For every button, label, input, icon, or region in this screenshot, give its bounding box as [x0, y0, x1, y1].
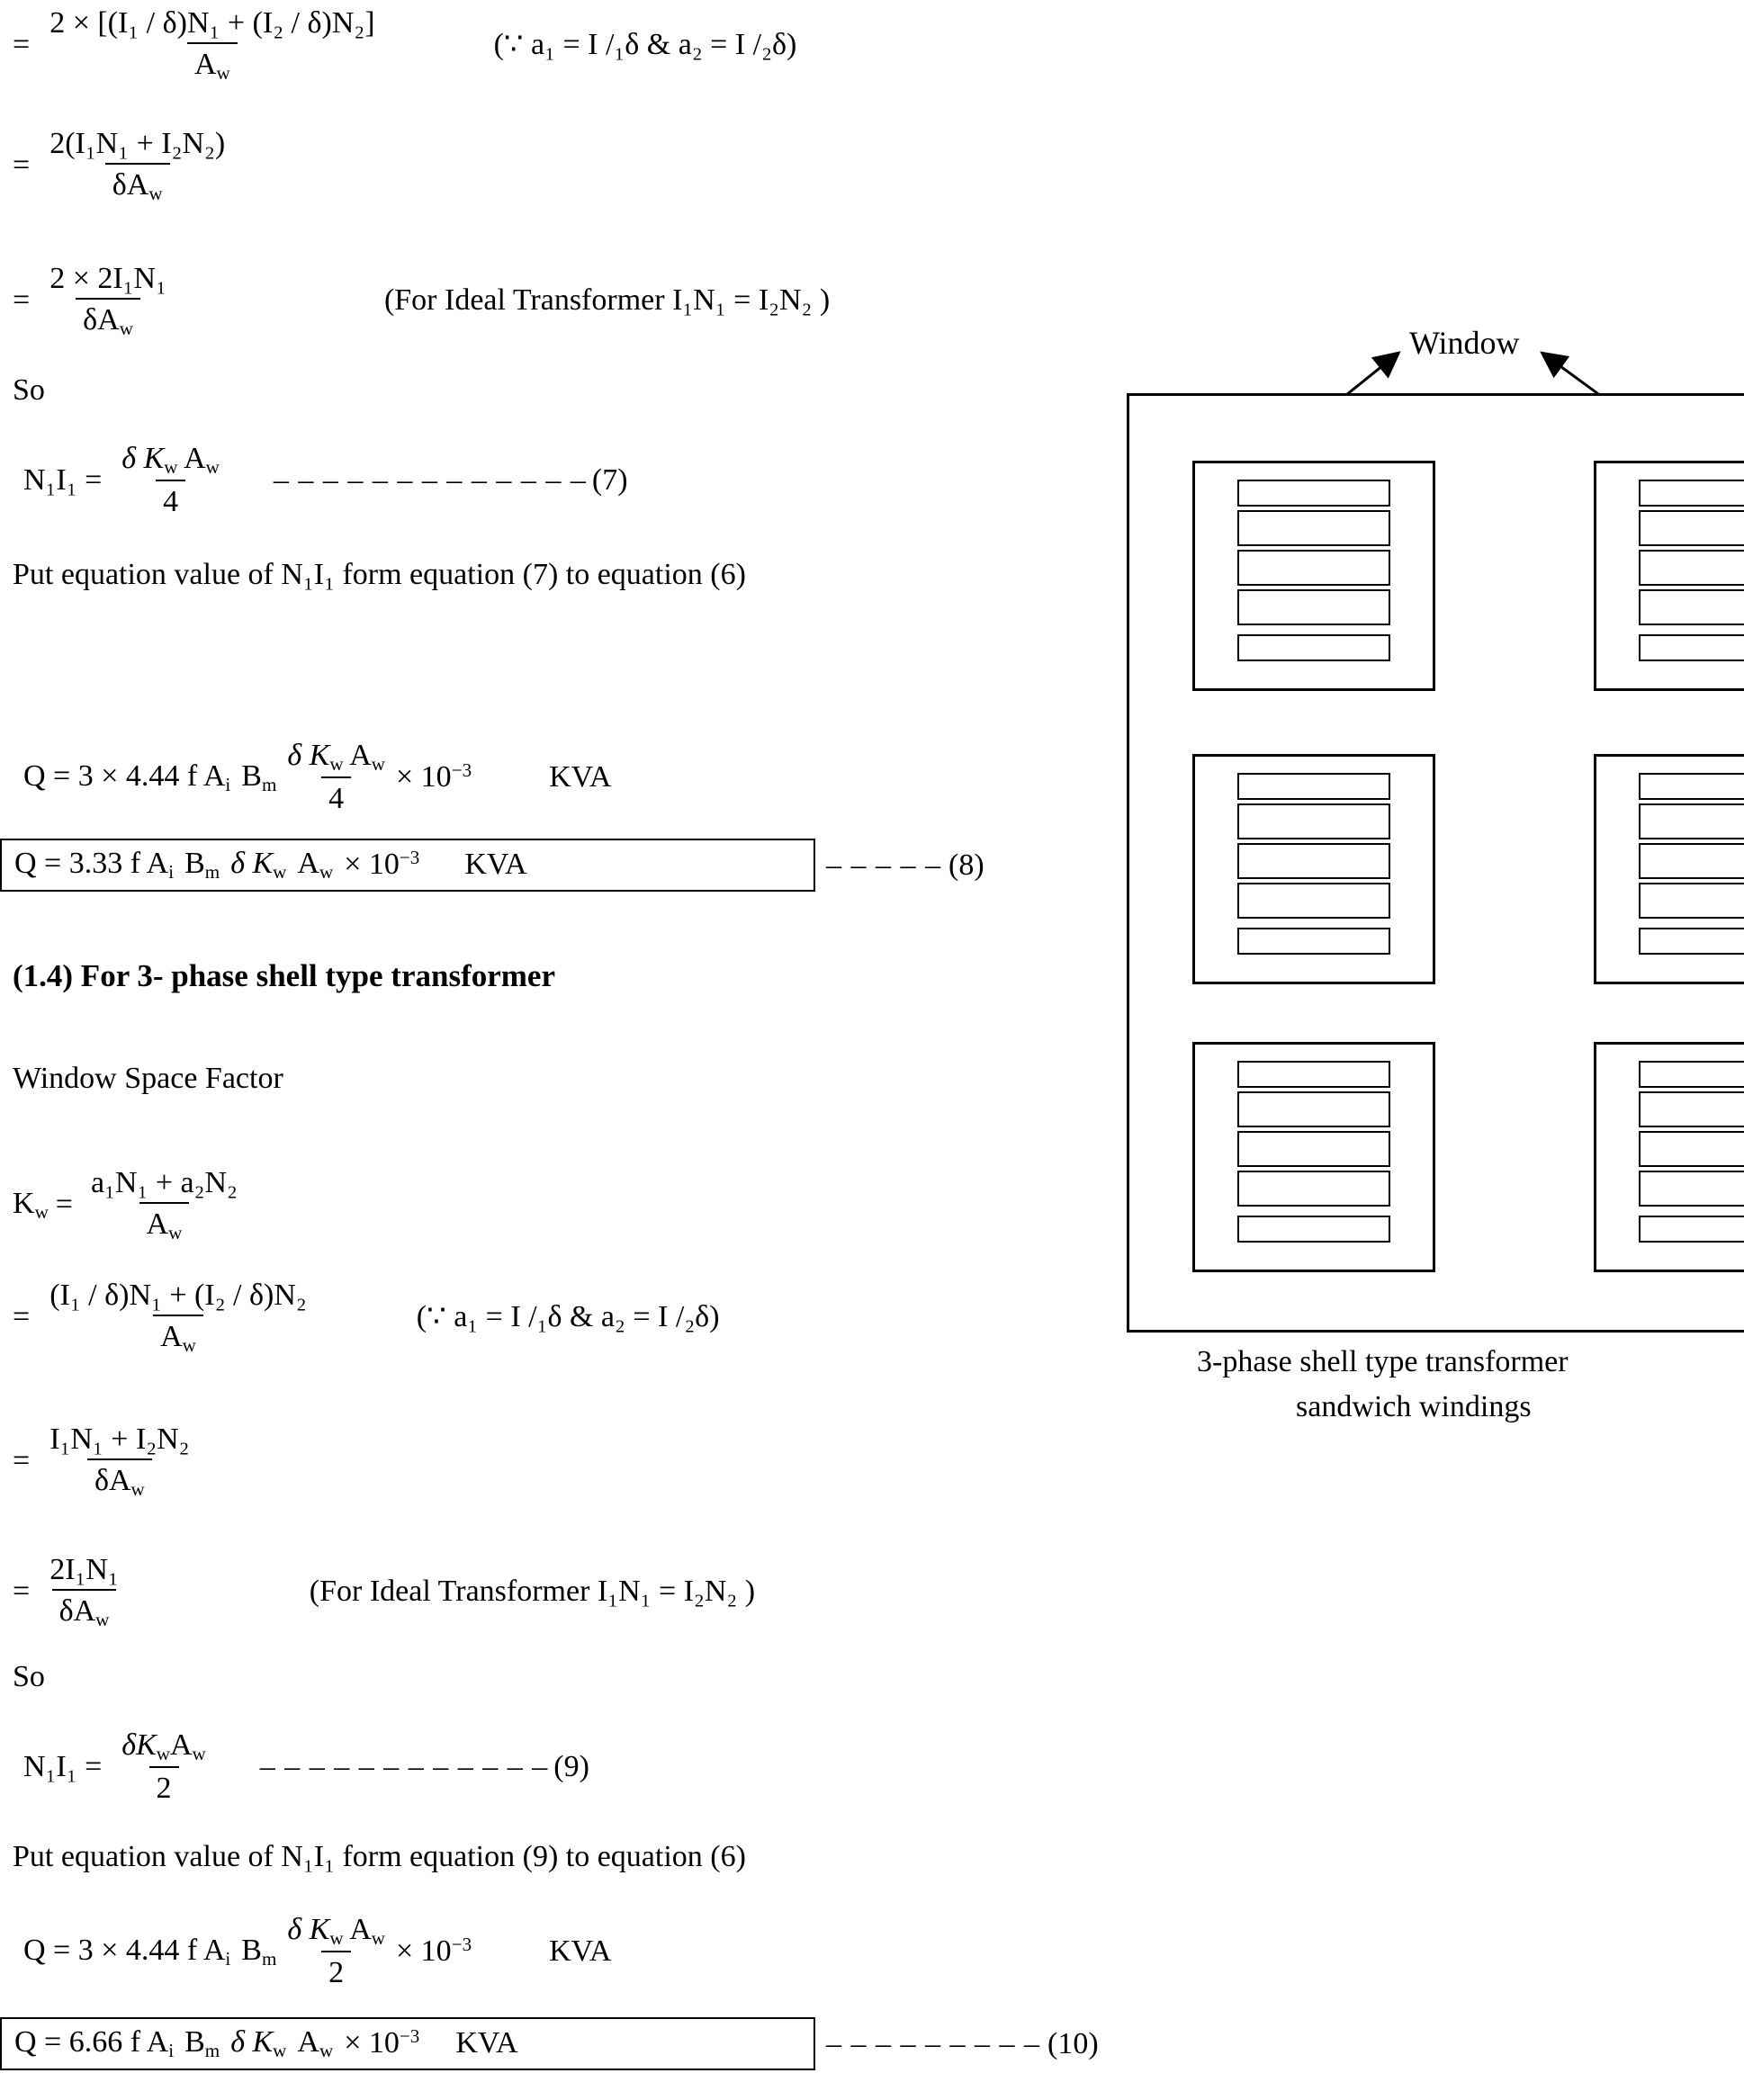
equation-2 — [13, 126, 236, 204]
equation-4-denominator: $A_w$ — [153, 1315, 203, 1356]
coil-layer — [1237, 803, 1390, 839]
equation-kw-equals: = — [55, 1188, 73, 1222]
equation-q-shell-b-suffix: × $10^{-3}$ — [396, 1934, 472, 1969]
equation-q-shell-a — [23, 738, 611, 816]
label-window-space-factor: Window Space Factor — [13, 1062, 283, 1095]
equation-q-shell-b — [23, 1912, 611, 1990]
equation-8-row — [0, 839, 984, 892]
equation-q-shell-a-unit: KVA — [549, 760, 612, 794]
coil-layer — [1639, 1171, 1744, 1207]
equation-8-box: Q = 3.33 f $A_i$ $B_m$ δ $K_w$ $A_w$ × $10^{-3}$ KVA — [0, 839, 815, 892]
equation-9-lhs: N₁I₁ = — [23, 1750, 103, 1784]
coil-layer — [1639, 480, 1744, 507]
coil-layer — [1639, 1216, 1744, 1243]
equation-2-equals: = — [13, 148, 31, 183]
equation-1-fraction — [42, 5, 382, 84]
equation-9-denominator: 2 — [149, 1766, 179, 1806]
coil-layer — [1639, 510, 1744, 546]
equation-1-denominator: $A_w$ — [187, 42, 238, 84]
equation-7-number: (7) — [591, 463, 628, 498]
equation-9-number: (9) — [553, 1750, 589, 1784]
equation-4-equals: = — [13, 1300, 31, 1334]
coil-layer — [1639, 883, 1744, 919]
equation-3 — [13, 261, 830, 339]
coil-layer — [1237, 928, 1390, 955]
equation-4 — [13, 1278, 720, 1356]
coil-group-left-middle — [1192, 754, 1435, 984]
equation-7-dashes: – – – – – – – – – – – – – — [273, 463, 587, 498]
coil-group-left-top — [1192, 461, 1435, 691]
equation-3-equals: = — [13, 283, 31, 318]
coil-layer — [1639, 773, 1744, 800]
equation-6-fraction — [42, 1552, 126, 1630]
equation-5-denominator: $\delta A_w$ — [87, 1458, 152, 1500]
coil-layer — [1639, 803, 1744, 839]
equation-4-numerator: (I₁ / δ)N₁ + (I₂ / δ)N₂ — [49, 1279, 307, 1312]
equation-10-number: (10) — [1047, 2027, 1099, 2061]
equation-3-note: (For Ideal Transformer I₁N₁ = I₂N₂ ) — [383, 283, 831, 318]
equation-kw-fraction: $\frac{\text{a₁N₁ + a₂N₂}}{A_w}$ — [90, 1166, 238, 1243]
equation-5-numerator: I₁N₁ + I₂N₂ — [49, 1422, 190, 1456]
equation-8-dashes: – – – – – — [826, 848, 941, 883]
equation-q-shell-b-prefix: Q = 3 × 4.44 f $A_i$ — [23, 1934, 231, 1970]
coil-layer — [1237, 1171, 1390, 1207]
equation-5-fraction — [42, 1422, 196, 1500]
equation-1-numerator: 2 × [(I₁ / δ)N₁ + (I₂ / δ)N₂] — [49, 6, 375, 40]
label-so-1: So — [13, 373, 45, 407]
equation-kw-lhs: $K_w$ — [13, 1187, 49, 1223]
equation-1-equals: = — [13, 28, 31, 62]
equation-8-number: (8) — [948, 848, 984, 883]
equation-q-shell-b-mid: $B_m$ — [241, 1934, 277, 1970]
instruction-put-equation-9: Put equation value of N₁I₁ form equation (9) to equation (6) — [13, 1840, 746, 1873]
coil-layer — [1237, 589, 1390, 625]
equation-9-dashes: – – – – – – – – – – – – — [259, 1750, 549, 1784]
equation-q-shell-a-mid: $B_m$ — [241, 759, 277, 795]
label-so-2: So — [13, 1660, 45, 1693]
coil-group-right-top — [1594, 461, 1744, 691]
instruction-put-equation-7: Put equation value of N₁I₁ form equation (7) to equation (6) — [13, 558, 746, 591]
equation-6-note: (For Ideal Transformer I₁N₁ = I₂N₂ ) — [309, 1575, 756, 1609]
equation-q-shell-a-suffix: × $10^{-3}$ — [396, 759, 472, 794]
figure-window-label: Window — [1409, 325, 1520, 361]
equation-3-fraction — [42, 261, 174, 339]
coil-layer — [1639, 1061, 1744, 1088]
equation-3-denominator: $\delta A_w$ — [76, 298, 140, 339]
equation-9 — [23, 1728, 589, 1806]
coil-layer — [1237, 634, 1390, 661]
equation-2-denominator: $\delta A_w$ — [105, 163, 170, 204]
coil-layer — [1237, 1216, 1390, 1243]
coil-layer — [1237, 480, 1390, 507]
equation-9-numerator: $\delta K_wA_w$ — [121, 1728, 206, 1764]
equation-2-fraction — [42, 126, 232, 204]
equation-3-numerator: 2 × 2I₁N₁ — [49, 262, 166, 295]
equation-6 — [13, 1552, 755, 1630]
equation-7-denominator: 4 — [156, 480, 185, 519]
coil-layer — [1639, 843, 1744, 879]
equation-7 — [23, 441, 628, 519]
coil-layer — [1237, 550, 1390, 586]
equation-7-lhs: N₁I₁ = — [23, 463, 103, 498]
coil-group-right-middle — [1594, 754, 1744, 984]
equation-q-shell-a-fraction: $\frac{\delta K_w A_w}{4}$ — [287, 739, 385, 816]
coil-layer — [1237, 1061, 1390, 1088]
equation-5 — [13, 1422, 201, 1500]
equation-4-fraction — [42, 1278, 314, 1356]
equation-10-row — [0, 2017, 1099, 2070]
equation-10-dashes: – – – – – – – – – — [826, 2027, 1040, 2061]
equation-kw — [13, 1165, 248, 1243]
coil-layer — [1237, 843, 1390, 879]
coil-layer — [1237, 1091, 1390, 1127]
equation-6-numerator: 2I₁N₁ — [49, 1553, 119, 1586]
coil-layer — [1639, 589, 1744, 625]
coil-layer — [1639, 634, 1744, 661]
coil-layer — [1237, 773, 1390, 800]
coil-group-left-bottom — [1192, 1042, 1435, 1272]
equation-q-shell-b-unit: KVA — [549, 1934, 612, 1969]
equation-6-denominator: $\delta A_w$ — [52, 1589, 117, 1630]
equation-9-fraction — [114, 1728, 213, 1806]
equation-7-fraction — [114, 441, 227, 519]
equation-4-note: (∵ a₁ = I /₁δ & a₂ = I /₂δ) — [416, 1300, 720, 1334]
coil-layer — [1237, 1131, 1390, 1167]
equation-1 — [13, 5, 796, 84]
equation-2-numerator: 2(I₁N₁ + I₂N₂) — [49, 127, 226, 160]
coil-layer — [1639, 1131, 1744, 1167]
coil-layer — [1639, 928, 1744, 955]
equation-1-note: (∵ a₁ = I /₁δ & a₂ = I /₂δ) — [493, 28, 797, 62]
coil-layer — [1237, 883, 1390, 919]
equation-q-shell-a-prefix: Q = 3 × 4.44 f $A_i$ — [23, 759, 231, 795]
equation-5-equals: = — [13, 1444, 31, 1478]
coil-layer — [1237, 510, 1390, 546]
figure-caption-line-2: sandwich windings — [1296, 1390, 1532, 1423]
equation-10-box: Q = 6.66 f $A_i$ $B_m$ δ $K_w$ $A_w$ × $10^{-3}$ KVA — [0, 2017, 815, 2070]
coil-layer — [1639, 550, 1744, 586]
equation-q-shell-b-fraction: $\frac{\delta K_w A_w}{2}$ — [287, 1913, 385, 1990]
coil-layer — [1639, 1091, 1744, 1127]
equation-7-numerator: δ $K_w$ $A_w$ — [121, 442, 220, 478]
equation-6-equals: = — [13, 1575, 31, 1609]
figure-caption-line-1: 3-phase shell type transformer — [1197, 1345, 1569, 1378]
section-heading: (1.4) For 3- phase shell type transformer — [13, 958, 555, 993]
coil-group-right-bottom — [1594, 1042, 1744, 1272]
